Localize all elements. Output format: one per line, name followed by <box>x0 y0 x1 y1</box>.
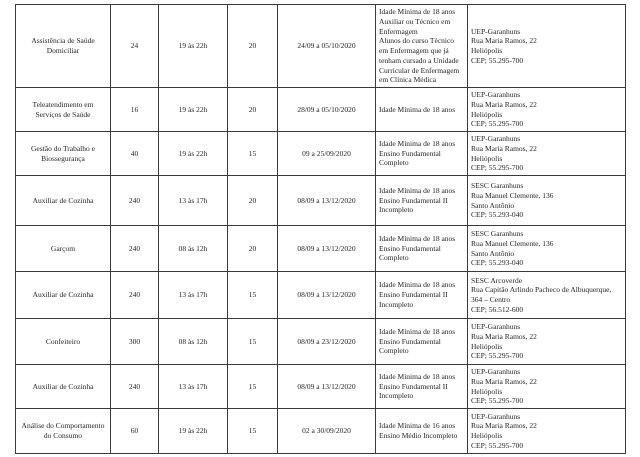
requirements-cell-line: Auxiliar ou Técnico em Enfermagem <box>379 16 451 36</box>
location-cell-line: CEP; 55.293-040 <box>471 210 524 220</box>
table-row <box>16 319 626 365</box>
requirements-cell <box>376 319 468 365</box>
table-row <box>16 88 626 132</box>
requirements-cell <box>376 226 468 272</box>
period-cell: 08/09 a 13/12/2020 <box>278 272 376 319</box>
period-cell: 08/09 a 13/12/2020 <box>278 176 376 226</box>
course-cell: Teleatendimento em Serviços de Saúde <box>16 88 111 132</box>
location-cell <box>468 365 626 409</box>
schedule-cell: 19 às 22h <box>159 5 228 88</box>
hours-cell: 40 <box>111 132 159 176</box>
location-cell <box>468 176 626 226</box>
requirements-cell-line: Ensino Fundamental Completo <box>379 336 441 356</box>
location-cell-line: Heliópolis <box>471 341 503 351</box>
location-cell-line: Heliópolis <box>471 153 503 163</box>
location-cell-line: UEP-Garanhuns <box>471 90 521 99</box>
course-cell: Assistência de Saúde Domiciliar <box>16 5 111 88</box>
slots-cell: 15 <box>228 132 278 176</box>
course-cell: Confeiteiro <box>16 319 111 365</box>
slots-cell: 15 <box>228 272 278 319</box>
period-cell: 24/09 a 05/10/2020 <box>278 5 376 88</box>
course-cell: Auxiliar de Cozinha <box>16 365 111 409</box>
location-cell <box>468 409 626 454</box>
period-cell: 08/09 a 13/12/2020 <box>278 365 376 409</box>
location-cell-line: CEP; 55.295-700 <box>471 440 524 450</box>
hours-cell: 24 <box>111 5 159 88</box>
requirements-cell <box>376 272 468 319</box>
location-cell-line: Heliópolis <box>471 109 503 119</box>
table-row <box>16 365 626 409</box>
course-cell: Garçom <box>16 226 111 272</box>
location-cell <box>468 132 626 176</box>
requirements-cell-line: Ensino Fundamental Completo <box>379 243 441 263</box>
slots-cell: 20 <box>228 176 278 226</box>
schedule-cell: 13 às 17h <box>159 176 228 226</box>
schedule-cell: 08 às 12h <box>159 226 228 272</box>
requirements-cell-line: Idade Mínima de 18 anos <box>379 371 456 381</box>
location-cell-line: UEP-Garanhuns <box>471 367 521 376</box>
location-cell-line: CEP; 55.295-700 <box>471 119 524 129</box>
period-cell: 09 a 25/09/2020 <box>278 132 376 176</box>
course-cell: Análise do Comportamento do Consumo <box>16 409 111 454</box>
location-cell-line: Santo Antônio <box>471 248 515 258</box>
requirements-cell <box>376 409 468 454</box>
hours-cell: 16 <box>111 88 159 132</box>
requirements-cell-line: Ensino Médio Incompleto <box>379 431 458 440</box>
location-cell-line: Rua Manuel Clemente, 136 <box>471 238 554 248</box>
location-cell <box>468 272 626 319</box>
location-cell-line: Santo Antônio <box>471 200 515 210</box>
requirements-cell-line: Idade Mínima de 18 anos <box>379 104 456 114</box>
period-cell: 08/09 a 13/12/2020 <box>278 226 376 272</box>
location-cell-line: Rua Manuel Clemente, 136 <box>471 190 554 200</box>
table-row <box>16 272 626 319</box>
requirements-cell <box>376 5 468 88</box>
location-cell-line: CEP; 55.293-040 <box>471 258 524 268</box>
hours-cell: 240 <box>111 226 159 272</box>
location-cell-line: Heliópolis <box>471 46 503 55</box>
hours-cell: 300 <box>111 319 159 365</box>
location-cell-line: SESC Garanhuns <box>471 229 524 238</box>
location-cell-line: Heliópolis <box>471 386 503 396</box>
location-cell-line: UEP-Garanhuns <box>471 134 521 143</box>
schedule-cell: 19 às 22h <box>159 132 228 176</box>
table-row <box>16 226 626 272</box>
requirements-cell-line: Idade Mínima de 16 anos <box>379 421 456 431</box>
location-cell-line: CEP; 55.295-700 <box>471 396 524 406</box>
slots-cell: 20 <box>228 88 278 132</box>
location-cell-line: Rua Maria Ramos, 22 <box>471 331 537 341</box>
table-row <box>16 132 626 176</box>
document-page <box>0 4 640 457</box>
location-cell-line: Rua Maria Ramos, 22 <box>471 376 537 386</box>
location-cell-line: SESC Garanhuns <box>471 181 524 190</box>
requirements-cell-line: Ensino Fundamental Completo <box>379 148 441 168</box>
hours-cell: 60 <box>111 409 159 454</box>
location-cell-line: CEP; 55.295-700 <box>471 163 524 173</box>
hours-cell: 240 <box>111 272 159 319</box>
requirements-cell-line: Alunos do curso Técnico em Enfermagem que já tenham cursado a Unidade Curricular de Enfermagem em Clínica Médica <box>379 36 460 85</box>
course-cell: Auxiliar de Cozinha <box>16 272 111 319</box>
slots-cell: 20 <box>228 5 278 88</box>
requirements-cell <box>376 132 468 176</box>
location-cell-line: Rua Maria Ramos, 22 <box>471 36 537 46</box>
location-cell-line: UEP-Garanhuns <box>471 26 521 36</box>
period-cell: 02 a 30/09/2020 <box>278 409 376 454</box>
location-cell-line: Rua Maria Ramos, 22 <box>471 143 537 153</box>
location-cell-line: SESC Arcoverde <box>471 275 523 285</box>
requirements-cell-line: Idade Mínima de 18 anos <box>379 138 456 148</box>
slots-cell: 15 <box>228 319 278 365</box>
requirements-cell <box>376 365 468 409</box>
location-cell-line: CEP; 56.512-600 <box>471 304 524 314</box>
location-cell-line: CEP; 55.295-700 <box>471 351 524 361</box>
schedule-cell: 08 às 12h <box>159 319 228 365</box>
period-cell: 08/09 a 23/12/2020 <box>278 319 376 365</box>
location-cell-line: Heliópolis <box>471 431 503 440</box>
location-cell-line: UEP-Garanhuns <box>471 411 521 421</box>
table-row <box>16 176 626 226</box>
requirements-cell-line: Ensino Fundamental II Incompleto <box>379 381 448 401</box>
location-cell-line: CEP; 55.295-700 <box>471 55 524 65</box>
schedule-cell: 19 às 22h <box>159 88 228 132</box>
requirements-cell-line: Idade Mínima de 18 anos <box>379 280 456 290</box>
course-schedule-table <box>15 4 626 454</box>
course-cell: Gestão do Trabalho e Biossegurança <box>16 132 111 176</box>
table-body <box>16 5 626 454</box>
slots-cell: 15 <box>228 409 278 454</box>
requirements-cell <box>376 88 468 132</box>
location-cell <box>468 319 626 365</box>
schedule-cell: 13 às 17h <box>159 365 228 409</box>
period-cell: 28/09 a 05/10/2020 <box>278 88 376 132</box>
requirements-cell <box>376 176 468 226</box>
hours-cell: 240 <box>111 176 159 226</box>
requirements-cell-line: Ensino Fundamental II Incompleto <box>379 195 448 215</box>
location-cell-line: Rua Maria Ramos, 22 <box>471 421 537 431</box>
location-cell-line: Rua Capitão Arlindo Pacheco de Albuquerque, 364 – Centro <box>471 285 612 304</box>
slots-cell: 15 <box>228 365 278 409</box>
requirements-cell-line: Idade Mínima de 18 anos <box>379 185 456 195</box>
requirements-cell-line: Idade Mínima de 18 anos <box>379 7 456 16</box>
slots-cell: 20 <box>228 226 278 272</box>
schedule-cell: 19 às 22h <box>159 409 228 454</box>
requirements-cell-line: Idade Mínima de 18 anos <box>379 326 456 336</box>
table-row <box>16 409 626 454</box>
requirements-cell-line: Idade Mínima de 18 anos <box>379 233 456 243</box>
course-cell: Auxiliar de Cozinha <box>16 176 111 226</box>
location-cell <box>468 5 626 88</box>
schedule-cell: 13 às 17h <box>159 272 228 319</box>
location-cell-line: Rua Maria Ramos, 22 <box>471 99 537 109</box>
hours-cell: 240 <box>111 365 159 409</box>
location-cell <box>468 226 626 272</box>
requirements-cell-line: Ensino Fundamental II Incompleto <box>379 290 448 309</box>
location-cell <box>468 88 626 132</box>
location-cell-line: UEP-Garanhuns <box>471 322 521 331</box>
table-row <box>16 5 626 88</box>
